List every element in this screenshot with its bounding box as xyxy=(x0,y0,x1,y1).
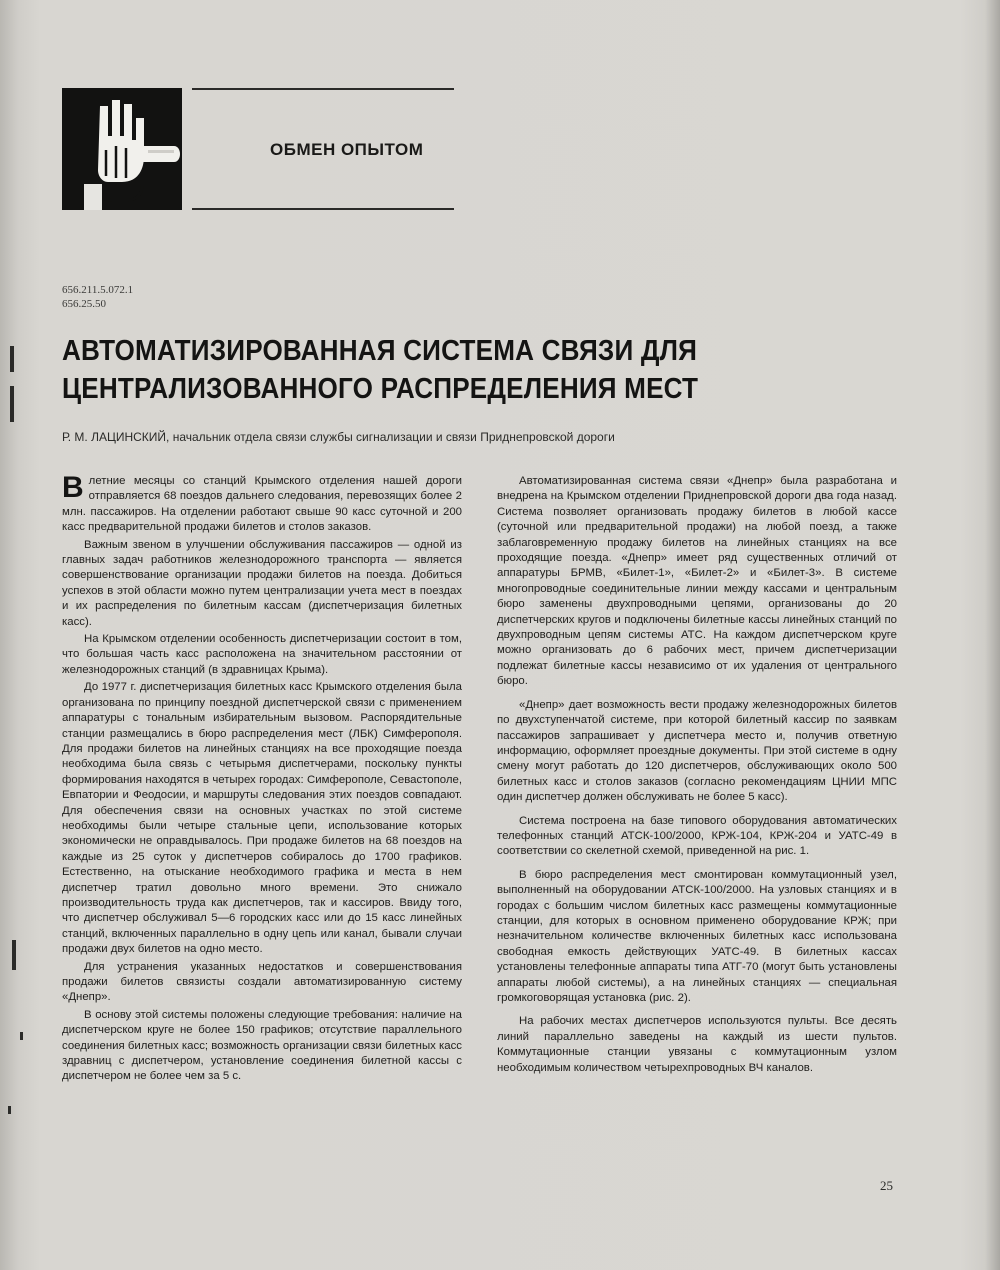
article-column-right xyxy=(497,474,897,1076)
paragraph: Система построена на базе типового оборудования автоматических телефонных станций АТСК-100/2000, КРЖ-104, КРЖ-204 и УАТС-49 в соответствии со скелетной схемой, приведенной на рис. 1. xyxy=(497,814,897,858)
header-rule-bottom xyxy=(192,208,454,210)
udc-codes xyxy=(62,283,133,311)
header-rule-top xyxy=(192,88,454,90)
paragraph xyxy=(62,471,462,536)
paragraph: До 1977 г. диспетчеризация билетных касс Крымского отделения была организована по принципу поездной диспетчерской связи с применением аппаратуры с тональным избирательным вызовом. Распорядительные станции размещались в бюро распределения мест (ЛБК) Симферополя. Для продажи билетов на линейных станциях на все проходящие поезда необходима была связь с четырьмя диспетчерами, поскольку пункты формирования находятся в четырех городах: Симферополе, Севастополе, Евпатории и Феодосии, и маршруты следования этих поездов совпадают. Для обеспечения связи на основных участках по этой системе необходимы были четыре стальные цепи, использование которых экономически не оправдывалось. При продаже билетов на 68 поездов на каждые из 25 суток у диспетчеров собиралось до 1700 графиков. Естественно, на отыскание необходимого графика и места в нем диспетчер тратил довольно много времени. Это снижало производительность труда как диспетчеров, так и кассиров. Ввиду того, что диспетчер обслуживал 5—6 городских касс или до 15 касс линейных станций, включенных параллельно в одну цепь или канал, бывали случаи продажи двух билетов на одно место. xyxy=(62,681,462,956)
page-number: 25 xyxy=(880,1178,893,1193)
paragraph-text: летние месяцы со станций Крымского отделения нашей дороги отправляется 68 поездов дальнего следования, перевозящих более 2 млн. пассажиров. На отделении работают свыше 90 касс суточной и 200 касс предварительной продажи билетов и столов заказов. xyxy=(62,475,462,534)
paragraph: В основу этой системы положены следующие требования: наличие на диспетчерском круге не более 150 графиков; отсутствие параллельного соединения билетных касс; возможность организации связи билетных касс здравниц с диспетчером, установление соединения билетной кассы с диспетчером не более чем за 5 с. xyxy=(62,1008,462,1083)
paragraph: Для устранения указанных недостатков и совершенствования продажи билетов связисты создали автоматизированную систему «Днепр». xyxy=(62,960,462,1004)
author-byline: Р. М. ЛАЦИНСКИЙ, начальник отдела связи службы сигнализации и связи Приднепровской дороги xyxy=(62,430,615,444)
paragraph: В бюро распределения мест смонтирован коммутационный узел, выполненный на оборудовании АТСК-100/2000. На узловых станциях и в городах с большим числом билетных касс размещены коммутационные станции, для которых в основном применено оборудование КРЖ; при незначительном количестве включенных билетных касс использована свободная емкость действующих УАТС-49. В билетных кассах установлены телефонные аппараты типа АТГ-70 (могут быть установлены аппараты любой системы), а на линейных станциях — специальная громкоговорящая установка (рис. 2). xyxy=(497,868,897,1004)
section-rubric: ОБМЕН ОПЫТОМ xyxy=(270,140,424,159)
udc-code-line: 656.25.50 xyxy=(62,298,106,310)
paragraph: «Днепр» дает возможность вести продажу железнодорожных билетов по двухступенчатой системе, при которой билетный кассир по заявкам пассажиров запрашивает у диспетчера место и, получив ответную информацию, оформляет проездные документы. При этой системе в одну смену могут работать до 120 диспетчеров, обслуживающих около 500 билетных касс и столов заказов (согласно рекомендациям ЦНИИ МПС один диспетчер должен обслуживать не более 5 касс). xyxy=(497,698,897,804)
hands-emblem-icon xyxy=(62,88,182,210)
scan-margin-mark xyxy=(10,386,14,422)
udc-code-line: 656.211.5.072.1 xyxy=(62,284,134,296)
scan-margin-mark xyxy=(20,1032,23,1040)
paragraph: На Крымском отделении особенность диспетчеризации состоит в том, что большая часть касс расположена на значительном расстоянии от железнодорожных станций (в здравницах Крыма). xyxy=(62,633,462,676)
scan-margin-mark xyxy=(12,940,16,970)
paragraph: Автоматизированная система связи «Днепр» была разработана и внедрена на Крымском отделении Приднепровской дороги два года назад. Система позволяет организовать продажу билетов в любой кассе (суточной или предварительной продажи) на любой поезд, а также заблаговременную продажу билетов на линейных станциях на все проходящие поезда. «Днепр» имеет ряд существенных отличий от аппаратуры БРМВ, «Билет-1», «Билет-2» и «Билет-3». В системе многопроводные соединительные линии между кассами и центральным бюро заменены двухпроводными цепями, организованы до 20 диспетчерских кругов и подключены билетные кассы линейных станций по двухпроводным цепям системы АТС. На каждом диспетчерском круге можно организовать до 6 рабочих мест, причем диспетчеризации подлежат билетные кассы независимо от их удаления от центрального бюро. xyxy=(497,475,897,688)
scan-margin-mark xyxy=(10,346,14,372)
scan-margin-mark xyxy=(8,1106,11,1114)
section-emblem xyxy=(62,88,182,210)
paragraph: Важным звеном в улучшении обслуживания пассажиров — одной из главных задач работников железнодорожного транспорта — является совершенствование организации продажи билетов на поезда. Добиться успехов в этой области можно путем централизации учета мест в поездах и их распределения по билетным кассам (диспетчеризация билетных касс). xyxy=(62,538,462,628)
article-column-left xyxy=(62,471,462,1085)
paragraph: На рабочих местах диспетчеров используются пульты. Все десять линий параллельно заведены на каждый из шести пультов. Коммутационные станции увязаны с коммутационным узлом необходимым количеством четырехпроводных ВЧ каналов. xyxy=(497,1015,897,1074)
drop-cap: В xyxy=(62,471,84,504)
article-title: АВТОМАТИЗИРОВАННАЯ СИСТЕМА СВЯЗИ ДЛЯ ЦЕНТРАЛИЗОВАННОГО РАСПРЕДЕЛЕНИЯ МЕСТ xyxy=(62,335,699,405)
